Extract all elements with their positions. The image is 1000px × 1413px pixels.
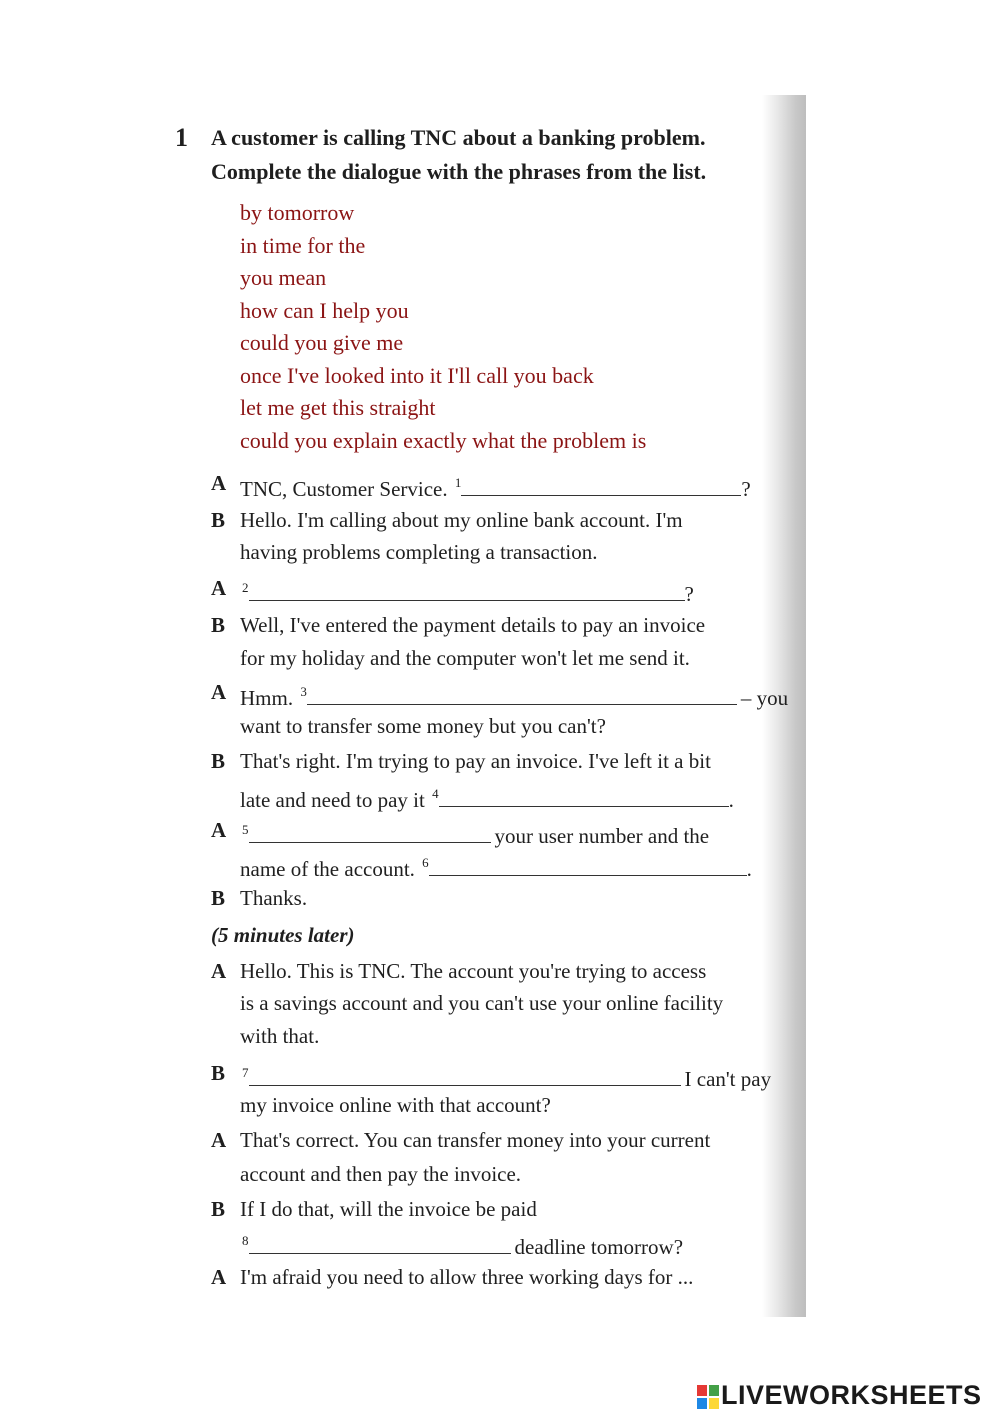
phrase-list	[240, 197, 646, 457]
speaker-label: B	[211, 1197, 226, 1221]
dialogue-text: for my holiday and the computer won't let me send it.	[240, 646, 690, 670]
dialogue-text: ?	[741, 477, 751, 501]
answer-blank-3[interactable]	[307, 684, 737, 705]
dialogue-text: Well, I've entered the payment details to pay an invoice	[240, 613, 706, 637]
liveworksheets-logo	[697, 1380, 982, 1410]
dialogue-text: want to transfer some money but you can't?	[240, 714, 606, 738]
answer-blank-8[interactable]	[249, 1233, 511, 1254]
answer-blank-2[interactable]	[249, 580, 685, 601]
dialogue-text: account and then pay the invoice.	[240, 1162, 522, 1186]
dialogue-text: I'm afraid you need to allow three working days for ...	[240, 1265, 694, 1289]
gap-number: 2	[242, 580, 249, 595]
logo-square-green	[709, 1385, 719, 1396]
answer-blank-6[interactable]	[429, 855, 747, 876]
speaker-label: A	[211, 959, 227, 983]
speaker-label: B	[211, 1061, 226, 1085]
phrase-item: could you explain exactly what the problem is	[240, 427, 647, 453]
dialogue-text: my invoice online with that account?	[240, 1093, 551, 1117]
dialogue-text: Hmm.	[240, 686, 294, 710]
dialogue-text: TNC, Customer Service.	[240, 477, 448, 501]
dialogue-text: That's right. I'm trying to pay an invoice. I've left it a bit	[240, 749, 711, 773]
answer-blank-1[interactable]	[461, 475, 741, 496]
instruction-line-2: Complete the dialogue with the phrases from the list.	[211, 159, 707, 184]
dialogue-text: That's correct. You can transfer money into your current	[240, 1128, 711, 1152]
dialogue-text: is a savings account and you can't use your online facility	[240, 991, 724, 1015]
phrase-item: by tomorrow	[240, 200, 355, 225]
speaker-label: A	[211, 818, 227, 842]
speaker-label: A	[211, 471, 227, 495]
stage-direction: (5 minutes later)	[211, 923, 355, 947]
phrase-item: let me get this straight	[240, 395, 436, 420]
answer-blank-5[interactable]	[249, 822, 491, 843]
gap-number: 3	[300, 684, 307, 699]
dialogue-text: – you	[740, 686, 789, 710]
speaker-label: B	[211, 749, 226, 773]
answer-blank-7[interactable]	[249, 1065, 681, 1086]
dialogue-text: Hello. This is TNC. The account you're trying to access	[240, 959, 707, 983]
speaker-label: B	[211, 886, 226, 910]
speaker-label: A	[211, 576, 227, 600]
speaker-label: A	[211, 680, 227, 704]
phrase-item: how can I help you	[240, 297, 409, 323]
logo-square-blue	[697, 1398, 707, 1409]
dialogue-text: having problems completing a transaction.	[240, 540, 598, 564]
dialogue-text: name of the account.	[240, 857, 415, 881]
gap-number: 1	[454, 475, 462, 490]
dialogue-text: deadline tomorrow?	[514, 1235, 684, 1259]
dialogue-text: ?	[684, 582, 694, 606]
brand-text: LIVEWORKSHEETS	[721, 1380, 982, 1410]
instruction-line-1: A customer is calling TNC about a banking problem.	[211, 125, 706, 150]
answer-blank-4[interactable]	[439, 786, 729, 807]
dialogue-text: .	[728, 788, 734, 812]
dialogue-text: .	[746, 857, 752, 881]
dialogue-text: Thanks.	[240, 886, 308, 910]
gap-number: 4	[432, 786, 439, 801]
speaker-label: A	[211, 1128, 227, 1152]
gap-number: 7	[242, 1065, 249, 1080]
dialogue-text: your user number and the	[494, 824, 710, 848]
gap-number: 8	[242, 1233, 249, 1248]
phrase-item: once I've looked into it I'll call you back	[240, 362, 594, 388]
speaker-label: B	[211, 613, 226, 637]
liveworksheets-logo-icon	[697, 1385, 719, 1409]
dialogue-text: I can't pay	[684, 1067, 772, 1091]
dialogue-text: late and need to pay it	[240, 788, 425, 812]
logo-square-yellow	[709, 1398, 719, 1409]
speaker-label: B	[211, 508, 226, 532]
dialogue-text: with that.	[240, 1024, 320, 1048]
phrase-item: could you give me	[240, 330, 404, 355]
dialogue-text: If I do that, will the invoice be paid	[240, 1197, 537, 1221]
gap-number: 5	[242, 822, 249, 837]
dialogue-text: Hello. I'm calling about my online bank account. I'm	[240, 508, 683, 532]
speaker-label: A	[211, 1265, 227, 1289]
phrase-item: you mean	[240, 265, 327, 290]
logo-square-red	[697, 1385, 707, 1396]
exercise-number: 1	[175, 123, 188, 152]
gap-number: 6	[422, 855, 429, 870]
phrase-item: in time for the	[240, 232, 366, 258]
